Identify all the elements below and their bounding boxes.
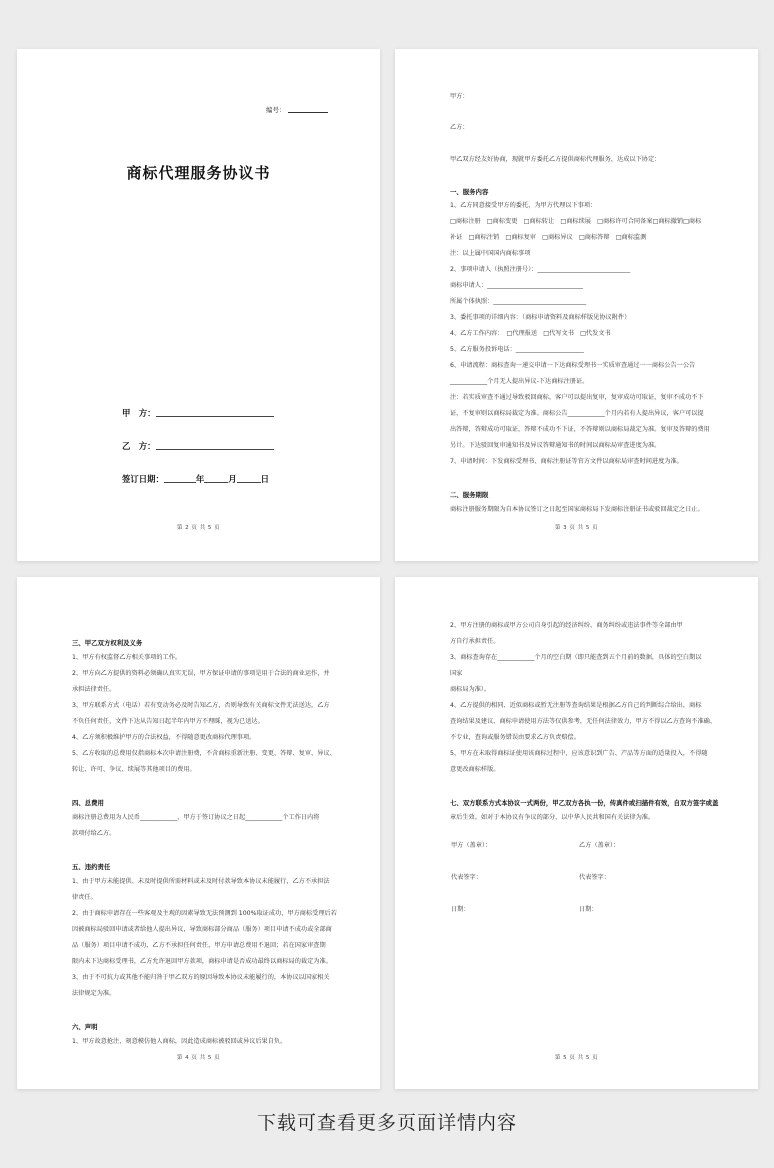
body-line: 4、乙方工作内容： □代理报送 □代写文书 □代发文书 — [450, 330, 611, 337]
section-heading: 五、违约责任 — [72, 863, 111, 871]
body-line: 乙方： — [450, 124, 469, 131]
body-line: 1、乙方同意接受甲方的委托，为甲方代理以下事项： — [450, 202, 597, 209]
section-heading: 一、服务内容 — [450, 188, 489, 196]
party-b-seal-label: 乙方（盖章）： — [579, 842, 620, 849]
party-a-seal-label: 甲方（盖章）： — [451, 842, 492, 849]
body-line: □商标注册 □商标变更 □商标转让 □商标续展 □商标许可合同备案□商标撤销□商标 — [450, 218, 702, 225]
body-line: 章后生效。如对于本协议有争议的部分，以中华人民共和国有关法律为准。 — [450, 814, 655, 821]
body-line: 6、申请流程：商标查询一递交申请一下达商标受理书一实质审查通过一一商标公告一公告 — [450, 362, 696, 369]
party-b-date-label: 日期： — [579, 906, 598, 913]
body-line: 法律规定为准。 — [72, 990, 116, 997]
body-line: 另计。下达驳回复审通知书及异议答辩通知书的时间以商标局审查进度为准。 — [450, 442, 661, 449]
download-caption: 下载可查看更多页面详情内容 — [256, 1112, 517, 1134]
page-footer: 第 5 页 共 5 页 — [554, 1055, 599, 1061]
body-line: 查询结果及建议、商标申请使用方法等仅供参考，无任何法律效力，甲方不得以乙方查询不准确、 — [450, 718, 717, 725]
body-line: 款项付给乙方。 — [72, 830, 116, 837]
sign-date-field: 签订日期： 年 月 日 — [122, 474, 269, 484]
body-line: 1、甲方有权监督乙方相关事项的工作。 — [72, 654, 182, 661]
body-line: 律责任。 — [72, 894, 97, 901]
contract-number: 编号： — [266, 105, 328, 114]
party-a-blank — [156, 416, 274, 417]
body-line: 甲方： — [450, 93, 469, 100]
body-line: 限内未下达商标受理书，乙方允许退回甲方款项，商标申请是否成功最终以商标局的裁定为准。 — [72, 958, 332, 965]
party-a-field: 甲 方： — [122, 407, 274, 419]
party-b-rep-label: 代表签字： — [579, 874, 610, 881]
body-line: 注：若实质审查不通过导致驳回商标，客户可以提出复审，复审成功可取证，复审不成功不下 — [450, 394, 704, 401]
body-line: 商标注册总费用为人民币____________，甲方于签订协议之日起____________个工作日内将 — [72, 814, 320, 821]
party-b-field: 乙 方： — [122, 440, 274, 452]
body-line: 甲乙双方经友好协商，现就甲方委托乙方提供商标代理服务，达成以下协定： — [450, 156, 661, 163]
body-line: ____________个月无人提出异议-下达商标注册证。 — [450, 378, 589, 385]
body-line: 2、甲方向乙方提供的资料必须确认真实无误，甲方保证申请的事项是用于合法的商业运作，并 — [72, 670, 330, 677]
section-heading: 七、双方联系方式本协议一式两份，甲乙双方各执一份，传真件或扫描件有效，自双方签字或盖 — [450, 799, 719, 807]
body-line: 证，不复审则以商标局裁定为准。商标公告____________个月内若有人提出异议，客户可以提 — [450, 410, 704, 417]
body-line: 4、乙方提供的相同、近似商标或暂无注册等查询结果是根据乙方自己的判断综合给出，商标 — [450, 702, 702, 709]
body-line: 3、甲方联系方式（电话）若有变动务必及时告知乙方，否则导致有关商标文件无法送达，乙方 — [72, 702, 330, 709]
section-heading: 六、声明 — [72, 1023, 98, 1031]
body-line: 7、申请时间：下发商标受理书、商标注册证等官方文件以商标局审查时间进度为准。 — [450, 458, 683, 465]
body-line: 2、甲方注册的商标或甲方公司自身引起的经济纠纷、商务纠纷或违法事件等全部由甲 — [450, 622, 683, 629]
body-line: 注：以上属中国国内商标事项 — [450, 250, 531, 257]
body-line: 方自行承担责任。 — [450, 638, 500, 645]
body-line: 2、事项申请人（执照注册号）：______________________________ — [450, 266, 631, 273]
body-line: 1、由于甲方未能提供、未及时提供所需材料或未及时付款导致本协议未能履行，乙方不承担法 — [72, 878, 330, 885]
party-a-date-label: 日期： — [451, 906, 470, 913]
body-line: 补证 □商标注销 □商标复审 □商标异议 □商标答辩 □商标监测 — [450, 234, 647, 241]
body-line: 所属个体执照：______________________________ — [450, 298, 587, 305]
document-page-cover — [17, 49, 380, 561]
body-line: 商标注册服务期限为自本协议签订之日起至国家商标局下发商标注册证书或驳回裁定之日止。 — [450, 506, 704, 513]
document-page-4 — [395, 577, 758, 1089]
party-a-rep-label: 代表签字： — [451, 874, 482, 881]
page-footer: 第 3 页 共 5 页 — [554, 525, 599, 531]
body-line: 5、甲方在未取得商标证使用该商标过程中，应该意识到广告、产品等方面的适量投入，不得随 — [450, 750, 708, 757]
document-title: 商标代理服务协议书 — [126, 164, 271, 182]
page-footer: 第 2 页 共 5 页 — [176, 525, 221, 531]
section-heading: 三、甲乙双方权利及义务 — [72, 639, 143, 647]
body-line: 3、委托事项的详细内容：（商标申请资料及商标样版见协议附件） — [450, 314, 631, 321]
body-line: 3、由于不可抗力或其他不能归咎于甲乙双方的原因导致本协议未能履行的，本协议以国家相关 — [72, 974, 330, 981]
body-line: 5、乙方收取的总费用仅指商标本次申请注册费，不含商标重新注册、变更、答辩、复审、异议、 — [72, 750, 336, 757]
body-line: 承担法律责任。 — [72, 686, 116, 693]
body-line: 商标局为准）。 — [450, 686, 491, 693]
body-line: 不专业，查询或服务错误由要求乙方负责赔偿。 — [450, 734, 580, 741]
document-page-2 — [395, 49, 758, 561]
body-line: 意更改商标样版。 — [450, 766, 500, 773]
section-heading: 四、总费用 — [72, 799, 104, 807]
body-line: 3、商标查询存在____________个月的空白期（即只能查到五个月前的数据，具体的空白期以 — [450, 654, 702, 661]
document-page-3 — [17, 577, 380, 1089]
page-footer: 第 4 页 共 5 页 — [176, 1055, 221, 1061]
party-b-blank — [156, 449, 274, 450]
contract-number-blank — [288, 112, 328, 113]
body-line: 1、甲方故意抢注、刻意模仿他人商标，因此造成商标被驳回或异议后果自负。 — [72, 1038, 287, 1045]
body-line: 品（服务）项目申请不成功，乙方不承担任何责任，甲方申请总费用不退回；若在国家审查期 — [72, 942, 326, 949]
body-line: 4、乙方须积极维护甲方的合法权益，不得随意更改商标代理事项。 — [72, 734, 256, 741]
body-line: 因被商标局驳回申请或者给他人提出异议，导致商标部分商品（服务）项目申请不成功或全部商 — [72, 926, 332, 933]
body-line: 不负任何责任，文件下达从告知日起半年内甲方不理睬，视为已送达。 — [72, 718, 264, 725]
body-line: 转让、许可、争议、续展等其他项目的费用。 — [72, 766, 196, 773]
section-heading: 二、服务期限 — [450, 491, 489, 499]
body-line: 5、乙方服务投诉电话：______________________ — [450, 346, 584, 353]
body-line: 商标申请人：_______________________________ — [450, 282, 584, 289]
body-line: 国家 — [450, 670, 463, 677]
body-line: 2、由于商标申请存在一些客观及主观的因素导致无法预测到 100%取证成功，甲方商标受理后若 — [72, 910, 337, 917]
body-line: 出答辩，答辩成功可取证，答辩不成功不下证，不答辩则以商标局裁定为准。复审及答辩的费用 — [450, 426, 710, 433]
